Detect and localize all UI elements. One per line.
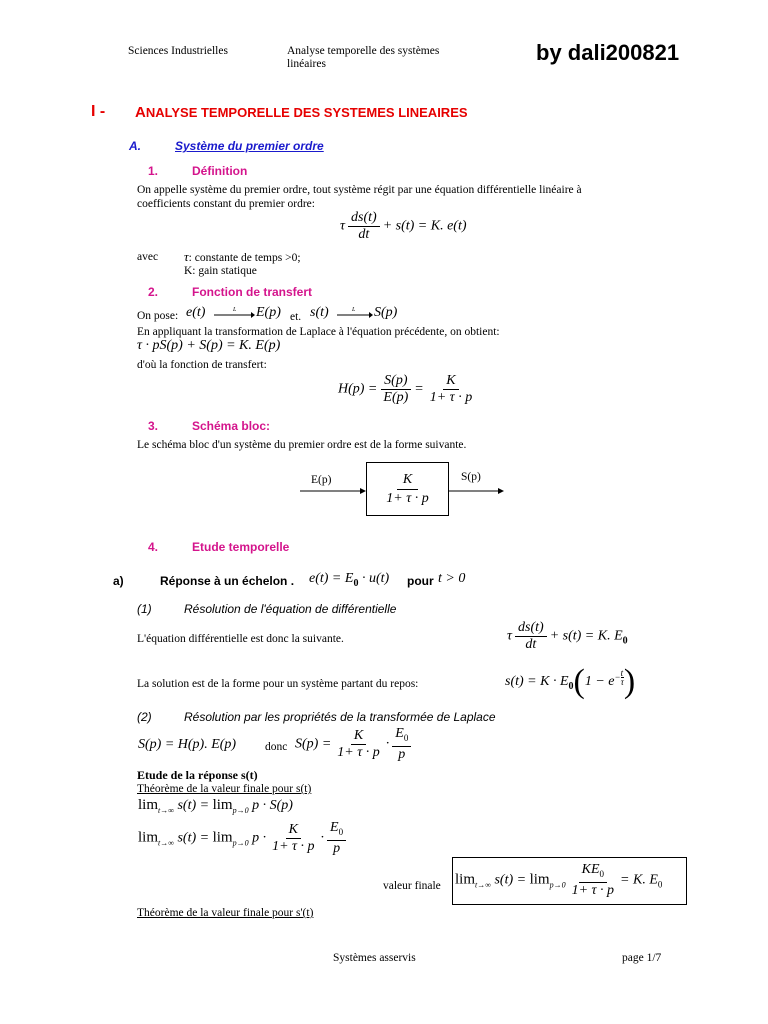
- block-output-label: S(p): [461, 471, 481, 483]
- t-positive: t > 0: [438, 571, 466, 586]
- title-numeral: I -: [91, 103, 106, 120]
- header-watermark: by dali200821: [536, 40, 680, 65]
- footer-center: Systèmes asservis: [333, 952, 416, 964]
- s4-num: 4.: [148, 540, 159, 554]
- tau-desc-text: : constante de temps >0;: [188, 252, 301, 264]
- theoreme1: Théorème de la valeur finale pour s(t): [137, 783, 312, 795]
- schema-text: Le schéma bloc d'un système du premier ordre est de la forme suivante.: [137, 439, 467, 451]
- laplace-e: e(t): [186, 305, 206, 320]
- laplace-S: S(p): [374, 305, 398, 320]
- header-center-line2: linéaires: [287, 58, 326, 70]
- page-title: [135, 104, 468, 122]
- eq-text: L'équation différentielle est donc la suivante.: [137, 633, 344, 645]
- laplace-output-expanded: S(p) = $\frac{K}{1+ \tau \cdot p}$ · $\frac{E_0}{p}$: [295, 726, 414, 763]
- def-text-1: On appelle système du premier ordre, tout système régit par une équation différentielle linéaire à: [137, 184, 582, 196]
- s2-num: 2.: [148, 285, 159, 299]
- transfer-block: K 1+ τ · p: [366, 462, 449, 516]
- equation-first-order: τ $\frac{ds(t)}{dt}$ + s(t) = K. e(t): [340, 210, 467, 242]
- final-value-expanded: $\lim_{t\to\infty} s(t) = \lim_{p\to 0} p$ · $\frac{K}{1+ \tau \cdot p}$ · $\frac{E_0}{p}$: [138, 820, 349, 857]
- r1-num: (1): [137, 602, 152, 616]
- section-a-letter: A.: [129, 139, 141, 153]
- s1-label: Définition: [192, 164, 248, 178]
- step-input-equation: $e(t) = E_0 \cdot u(t)$: [309, 571, 390, 589]
- laplace-arrow-1: [213, 305, 255, 321]
- header-left: Sciences Industrielles: [128, 45, 228, 57]
- s3-num: 3.: [148, 419, 159, 433]
- equation-laplace: τ · pS(p) + S(p) = K. E(p): [137, 338, 281, 353]
- dou-text: d'où la fonction de transfert:: [137, 359, 267, 371]
- avec-label: avec: [137, 251, 159, 263]
- laplace-arrow-2: [336, 305, 378, 321]
- sol-text: La solution est de la forme pour un système partant du repos:: [137, 678, 419, 690]
- equation-step: τ $\frac{ds(t)}{dt}$ + s(t) = K. $E_0$: [507, 620, 628, 652]
- block-input-label: E(p): [311, 474, 332, 486]
- title-first-letter: A: [135, 104, 146, 121]
- theoreme2: Théorème de la valeur finale pour s'(t): [137, 907, 314, 919]
- et-label: et.: [290, 311, 302, 323]
- on-pose-label: On pose:: [137, 310, 179, 322]
- def-text-2: coefficients constant du premier ordre:: [137, 198, 315, 210]
- laplace-output: S(p) = H(p). E(p): [138, 737, 237, 752]
- r1-label: Résolution de l'équation de différentielle: [184, 602, 397, 616]
- svg-text:L: L: [352, 307, 356, 313]
- final-value-theorem: $\lim_{t\to\infty} s(t) = \lim_{p\to 0} p \cdot S(p)$: [138, 797, 293, 815]
- s1-num: 1.: [148, 164, 159, 178]
- section-a-label: Système du premier ordre: [175, 139, 324, 153]
- laplace-text: En appliquant la transformation de Laplace à l'équation précédente, on obtient:: [137, 326, 500, 338]
- page-number: page 1/7: [622, 952, 662, 964]
- etude-heading: Etude de la réponse s(t): [137, 768, 258, 782]
- s4-label: Etude temporelle: [192, 540, 290, 554]
- sa-letter: a): [113, 574, 124, 588]
- laplace-E: E(p): [256, 305, 281, 320]
- svg-text:L: L: [233, 307, 237, 313]
- sa-label: Réponse à un échelon .: [160, 574, 295, 588]
- title-rest: NALYSE TEMPORELLE DES SYSTEMES LINEAIRES: [145, 105, 468, 120]
- laplace-s: s(t): [310, 305, 329, 320]
- final-value-box: $\lim_{t\to\infty} s(t) = \lim_{p\to 0}$ $\frac{KE_0}{1+ \tau \cdot p}$ = K. $E_0$: [452, 857, 687, 905]
- donc-label: donc: [265, 741, 288, 753]
- header-center-line1: Analyse temporelle des systèmes: [287, 45, 440, 57]
- tau-description: τ: constante de temps >0;: [184, 249, 301, 264]
- r2-num: (2): [137, 710, 152, 724]
- s2-label: Fonction de transfert: [192, 285, 313, 299]
- transfer-function: H(p) = $\frac{S(p)}{E(p)}$ = $\frac{K}{1+ \tau \cdot p}$: [338, 373, 473, 405]
- r2-label: Résolution par les propriétés de la transformée de Laplace: [184, 710, 496, 724]
- valeur-finale-label: valeur finale: [383, 880, 441, 892]
- s3-label: Schéma bloc:: [192, 419, 271, 433]
- step-solution: $s(t) = K \cdot E_0(1 - e^{- \frac{t}{\tau}}$ ): [505, 663, 636, 700]
- sa-pour: pour: [407, 574, 434, 588]
- k-description: K: gain statique: [184, 265, 257, 277]
